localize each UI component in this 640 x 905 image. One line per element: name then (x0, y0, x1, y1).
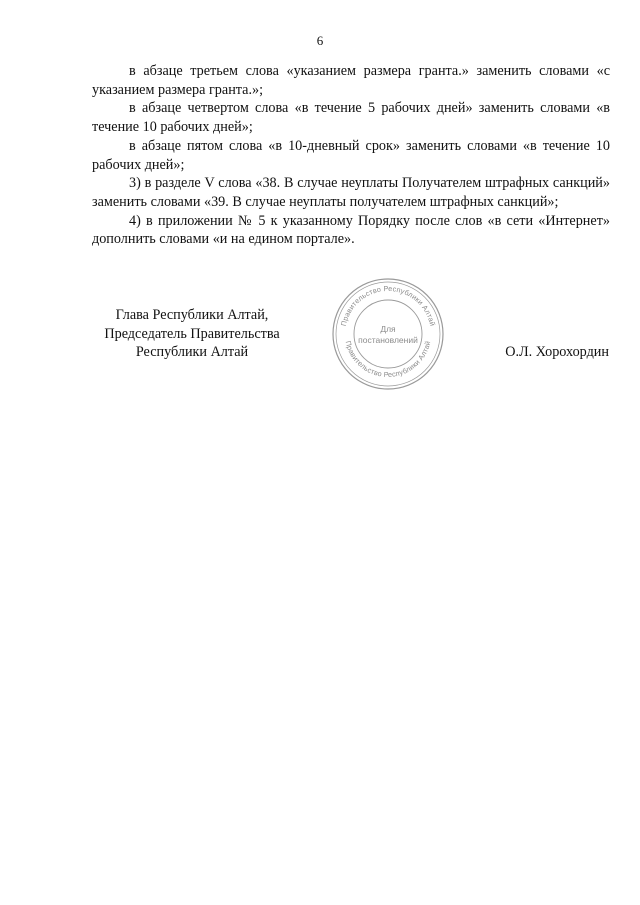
page-number: 6 (316, 33, 324, 48)
seal-graphic (330, 276, 446, 392)
signatory-title-line-3: Республики Алтай (135, 344, 249, 361)
seal-inner-text-line-1: Для (380, 324, 396, 334)
seal-ring-text-bottom (344, 340, 433, 379)
paragraph-1: в абзаце третьем слова «указанием размера гранта.» заменить словами «с указанием размера гранта.»; (92, 63, 610, 98)
paragraph-5: 4) в приложении № 5 к указанному Порядку после слов «в сети «Интернет» дополнить словами «и на едином портале». (92, 212, 610, 248)
amendment-text (92, 62, 610, 249)
seal-ring-textpath-bottom: Правительство Республики Алтай (343, 339, 433, 380)
paragraph-3: в абзаце пятом слова «в 10-дневный срок» заменить словами «в течение 10 рабочих дней»; (92, 137, 610, 173)
signatory-title-line-2: Председатель Правительства (104, 325, 280, 342)
seal-ring-textpath-top: Правительство Республики Алтай (338, 283, 438, 327)
seal-inner-ring (354, 300, 422, 368)
paragraph-2: в абзаце четвертом слова «в течение 5 рабочих дней» заменить словами «в течение 10 рабочих дней»; (92, 100, 610, 136)
signatory-title-line-1: Глава Республики Алтай, (115, 307, 269, 323)
official-seal-stamp (330, 276, 446, 392)
paragraph-4: 3) в разделе V слова «38. В случае неуплаты Получателем штрафных санкций» заменить словами «39. В случае неуплаты получателем штрафных санкций»; (92, 175, 610, 210)
seal-inner-text-line-2: постановлений (358, 335, 418, 345)
signatory-name: О.Л. Хорохордин (505, 344, 609, 360)
signatory-title (92, 306, 292, 362)
